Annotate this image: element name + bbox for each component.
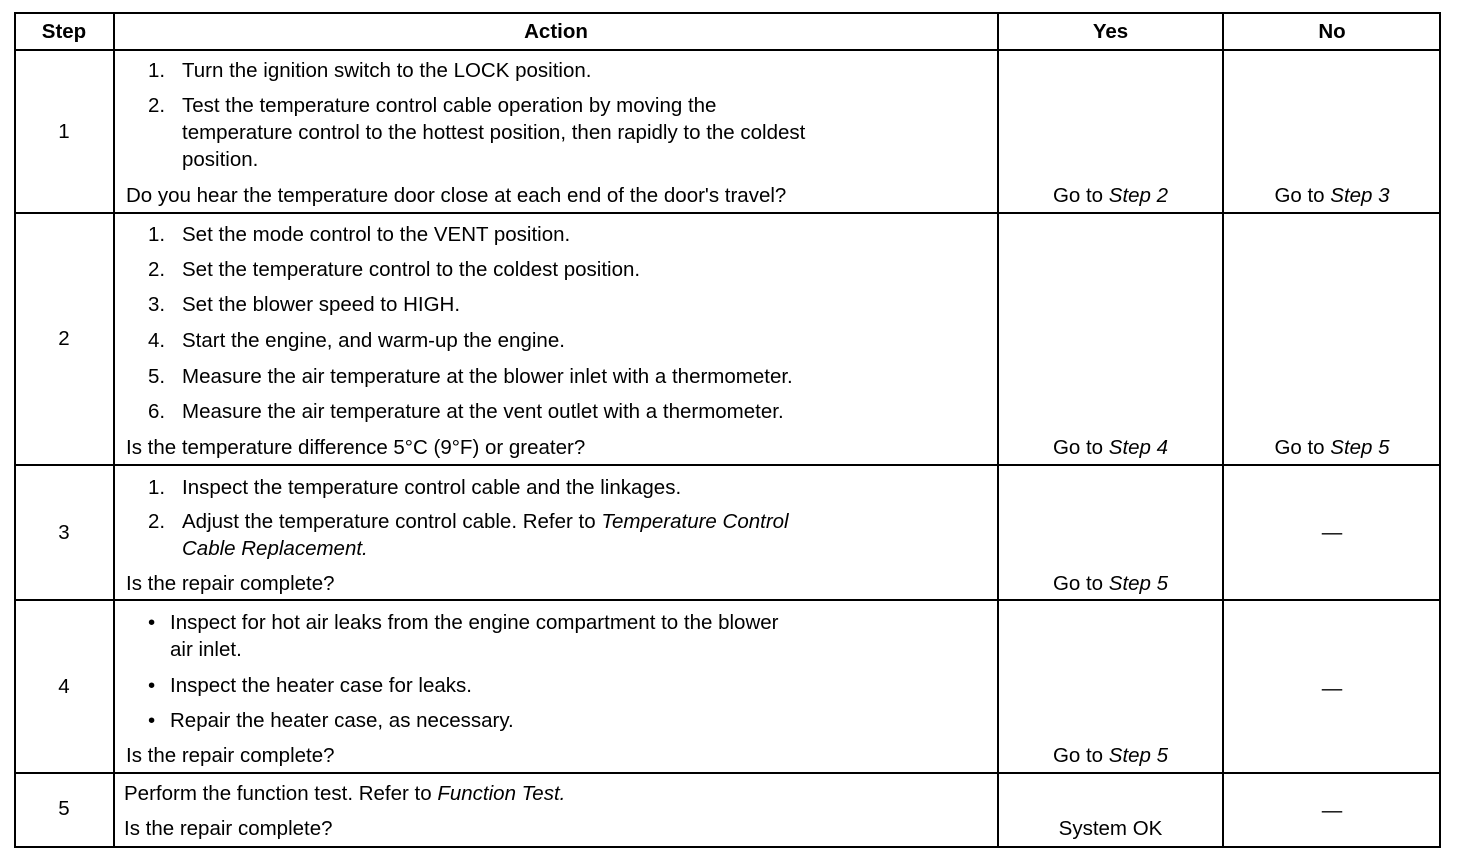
action-question: Is the repair complete? bbox=[126, 572, 335, 595]
bullet-icon: • bbox=[148, 709, 156, 732]
row-divider bbox=[14, 212, 1441, 214]
action-item: Repair the heater case, as necessary. bbox=[170, 709, 514, 732]
item-marker: 2. bbox=[148, 510, 166, 533]
result-prefix: Go to bbox=[1052, 744, 1109, 767]
action-item: Set the mode control to the VENT position. bbox=[182, 223, 571, 246]
column-divider bbox=[997, 12, 999, 848]
yes-result: System OK bbox=[1058, 817, 1163, 840]
yes-result bbox=[998, 742, 1223, 769]
action-question: Is the repair complete? bbox=[126, 744, 335, 767]
result-prefix: Go to bbox=[1274, 436, 1331, 459]
action-text: Perform the function test. Refer to bbox=[124, 782, 438, 805]
header-no: No bbox=[1318, 20, 1346, 43]
row-divider bbox=[14, 464, 1441, 466]
bullet-icon: • bbox=[148, 611, 156, 634]
no-result bbox=[1223, 182, 1441, 209]
action-item: Measure the air temperature at the vent outlet with a thermometer. bbox=[182, 400, 784, 423]
row-divider bbox=[14, 772, 1441, 774]
action-item: Set the blower speed to HIGH. bbox=[182, 293, 461, 316]
step-number: 1 bbox=[58, 120, 70, 143]
action-item: Test the temperature control cable operation by moving the temperature control to the hottest position, then rapidly to the coldest position. bbox=[182, 94, 806, 171]
action-item: Turn the ignition switch to the LOCK position. bbox=[182, 59, 592, 82]
step-number: 2 bbox=[58, 327, 70, 350]
header-action: Action bbox=[524, 20, 588, 43]
step-link[interactable]: Step 5 bbox=[1330, 436, 1390, 459]
action-question: Do you hear the temperature door close at each end of the door's travel? bbox=[126, 184, 787, 207]
action-item: Set the temperature control to the coldest position. bbox=[182, 258, 641, 281]
item-marker: 2. bbox=[148, 258, 166, 281]
column-divider bbox=[1222, 12, 1224, 848]
action-question: Is the repair complete? bbox=[124, 817, 333, 840]
step-link[interactable]: Step 3 bbox=[1330, 184, 1390, 207]
item-marker: 1. bbox=[148, 59, 166, 82]
action-text: Adjust the temperature control cable. Refer to bbox=[182, 510, 602, 533]
header-divider bbox=[14, 49, 1441, 51]
no-result: — bbox=[1321, 799, 1343, 822]
item-marker: 4. bbox=[148, 329, 166, 352]
action-item: Inspect the heater case for leaks. bbox=[170, 674, 472, 697]
yes-result bbox=[998, 434, 1223, 461]
action-item: Measure the air temperature at the blower inlet with a thermometer. bbox=[182, 365, 793, 388]
step-number: 4 bbox=[58, 675, 70, 698]
yes-result bbox=[998, 182, 1223, 209]
item-marker: 1. bbox=[148, 476, 166, 499]
item-marker: 3. bbox=[148, 293, 166, 316]
step-link[interactable]: Step 5 bbox=[1108, 744, 1169, 767]
action-item bbox=[124, 780, 565, 807]
result-prefix: Go to bbox=[1274, 184, 1331, 207]
no-result bbox=[1223, 434, 1441, 461]
no-result: — bbox=[1321, 521, 1343, 544]
reference-link[interactable]: Function Test. bbox=[437, 782, 566, 805]
action-item: Inspect for hot air leaks from the engine compartment to the blower air inlet. bbox=[170, 611, 779, 661]
item-marker: 1. bbox=[148, 223, 166, 246]
result-prefix: Go to bbox=[1052, 184, 1109, 207]
step-link[interactable]: Step 5 bbox=[1108, 572, 1169, 595]
bullet-icon: • bbox=[148, 674, 156, 697]
item-marker: 6. bbox=[148, 400, 166, 423]
action-item bbox=[182, 508, 789, 562]
header-yes: Yes bbox=[1092, 20, 1129, 43]
yes-result bbox=[998, 570, 1223, 597]
action-question: Is the temperature difference 5°C (9°F) or greater? bbox=[126, 436, 586, 459]
step-link[interactable]: Step 4 bbox=[1108, 436, 1169, 459]
no-result: — bbox=[1321, 677, 1343, 700]
step-number: 3 bbox=[58, 521, 70, 544]
row-divider bbox=[14, 599, 1441, 601]
result-prefix: Go to bbox=[1052, 436, 1109, 459]
action-item: Inspect the temperature control cable and the linkages. bbox=[182, 476, 682, 499]
step-link[interactable]: Step 2 bbox=[1108, 184, 1169, 207]
item-marker: 2. bbox=[148, 94, 166, 117]
item-marker: 5. bbox=[148, 365, 166, 388]
action-item: Start the engine, and warm-up the engine. bbox=[182, 329, 565, 352]
reference-link[interactable]: Temperature Control Cable Replacement. bbox=[182, 510, 789, 560]
step-number: 5 bbox=[58, 797, 70, 820]
result-prefix: Go to bbox=[1052, 572, 1109, 595]
header-step: Step bbox=[41, 20, 87, 43]
